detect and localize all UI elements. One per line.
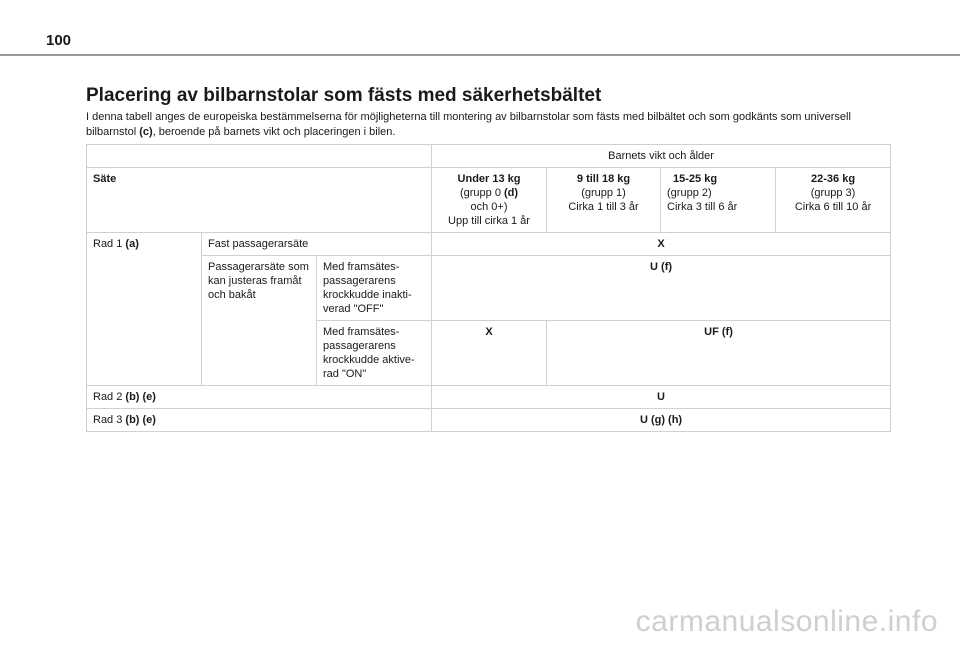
group-2-line2: Cirka 3 till 6 år [667, 201, 738, 213]
group-2-line1: (grupp 2) [667, 187, 712, 199]
adjustable-seat-label: Passagerarsäte som kan justeras framåt och bakåt [202, 256, 317, 386]
child-seat-table [86, 144, 891, 432]
group-0-line2: och 0+) [470, 201, 508, 213]
table-header-row [87, 145, 891, 168]
intro-text-1: I denna tabell anges de europeiska bestämmelserna för möjligheterna till montering av bilbarnstolar som fästs med bilbältet och som godkänts som universell bilbarnstol [86, 111, 851, 138]
group-0-line1 [438, 186, 540, 200]
rad2-label-text: Rad 2 [93, 391, 126, 403]
seat-header: Säte [87, 168, 432, 233]
group-1-weight: 9 till 18 kg [576, 173, 631, 185]
rad3-value: U (g) (h) [432, 409, 891, 432]
group-3-weight: 22-36 kg [811, 173, 856, 185]
page-number: 100 [46, 32, 72, 49]
intro-footnote-c: (c) [139, 126, 153, 138]
table-row-rad1-airbag-off [87, 256, 891, 321]
fixed-seat-value: X [432, 233, 891, 256]
table-row-rad3 [87, 409, 891, 432]
group-0-line3: Upp till cirka 1 år [448, 215, 530, 227]
weight-age-header: Barnets vikt och ålder [432, 145, 891, 168]
group-3-line2: Cirka 6 till 10 år [794, 201, 872, 213]
table-row-rad2 [87, 386, 891, 409]
group-1-line1: (grupp 1) [581, 187, 626, 199]
group-1-line2: Cirka 1 till 3 år [568, 201, 639, 213]
airbag-on-value-rest: UF (f) [547, 321, 891, 386]
airbag-off-value: U (f) [432, 256, 891, 321]
airbag-on-value-group0: X [432, 321, 547, 386]
rad2-label [87, 386, 432, 409]
group-2-cell [661, 168, 776, 233]
airbag-on-label: Med framsätes-passagerarens krockkudde aktive-rad "ON" [317, 321, 432, 386]
table-row-rad1-fixed [87, 233, 891, 256]
header-divider [0, 54, 960, 56]
fixed-seat-label: Fast passagerarsäte [202, 233, 432, 256]
rad3-footnotes: (b) (e) [125, 414, 156, 426]
group-3-line1: (grupp 3) [810, 187, 856, 199]
header-empty-cell [87, 145, 432, 168]
group-3-cell [776, 168, 891, 233]
table-group-row [87, 168, 891, 233]
group-0-footnote-d: (d) [504, 187, 519, 199]
group-2-weight: 15-25 kg [673, 173, 718, 185]
page-title: Placering av bilbarnstolar som fästs med säkerhetsbältet [86, 85, 602, 106]
rad2-footnotes: (b) (e) [125, 391, 156, 403]
group-1-cell [547, 168, 661, 233]
rad1-label [87, 233, 202, 386]
group-0-weight: Under 13 kg [457, 173, 521, 185]
rad3-label [87, 409, 432, 432]
airbag-off-label: Med framsätes-passagerarens krockkudde inakti-verad "OFF" [317, 256, 432, 321]
group-0-cell [432, 168, 547, 233]
rad1-label-text: Rad 1 [93, 238, 126, 250]
group-0-line1-text: (grupp 0 [459, 187, 504, 199]
intro-paragraph [86, 110, 876, 140]
rad2-value: U [432, 386, 891, 409]
rad3-label-text: Rad 3 [93, 414, 126, 426]
intro-text-2: , beroende på barnets vikt och placeringen i bilen. [152, 126, 396, 138]
rad1-footnote-a: (a) [125, 238, 139, 250]
watermark: carmanualsonline.info [635, 605, 938, 638]
